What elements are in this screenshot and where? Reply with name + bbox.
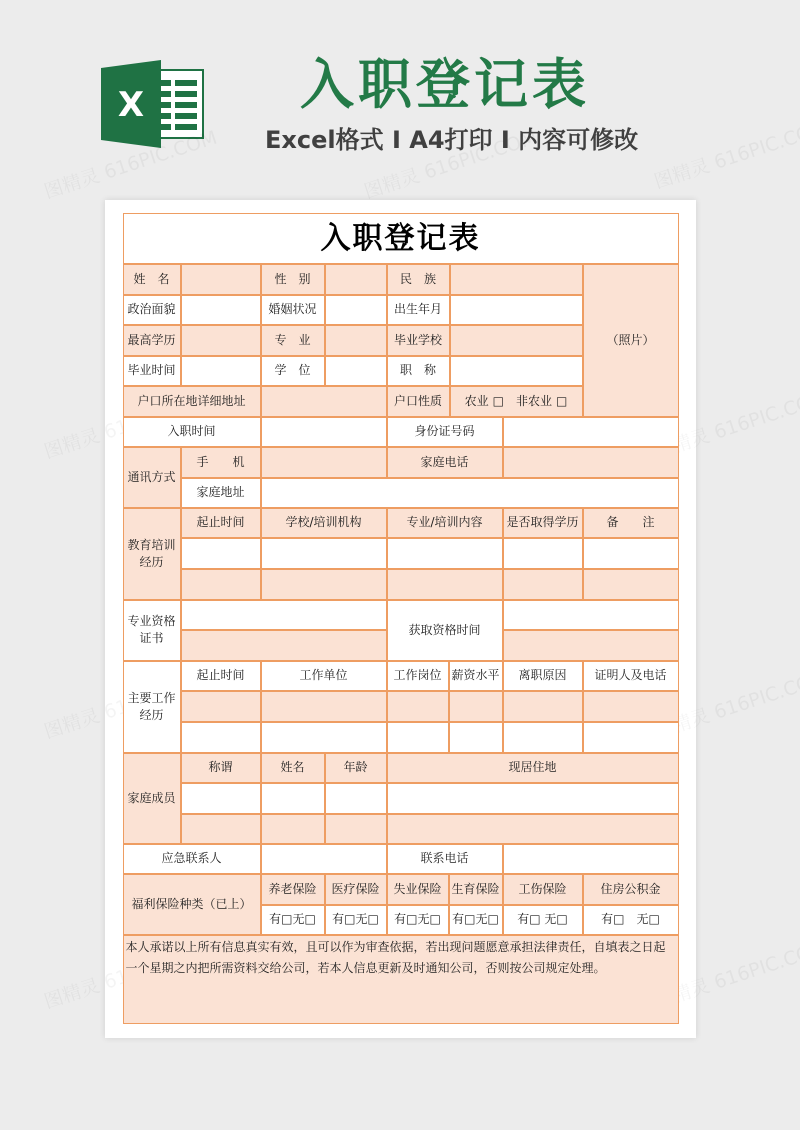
marital-field[interactable] <box>325 295 387 325</box>
family-cell[interactable] <box>387 783 679 814</box>
family-header: 姓名 <box>261 753 325 783</box>
work-cell[interactable] <box>583 722 679 753</box>
work-header: 工作岗位 <box>387 661 449 691</box>
work-cell[interactable] <box>261 691 387 722</box>
family-cell[interactable] <box>261 783 325 814</box>
home-phone-label: 家庭电话 <box>387 447 503 478</box>
work-cell[interactable] <box>583 691 679 722</box>
cert-time-field[interactable] <box>503 600 679 630</box>
family-cell[interactable] <box>261 814 325 844</box>
welfare-type: 医疗保险 <box>325 874 387 905</box>
mobile-label: 手 机 <box>181 447 261 478</box>
form-title: 入职登记表 <box>123 213 679 264</box>
politics-label: 政治面貌 <box>123 295 181 325</box>
hukou-addr-label: 户口所在地详细地址 <box>123 386 261 417</box>
declaration-text: 本人承诺以上所有信息真实有效，且可以作为审查依据，若出现问题愿意承担法律责任，自填表之日起一个星期之内把所需资料交给公司，若本人信息更新及时通知公司，否则按公司规定处理。 <box>123 935 679 1024</box>
nonfarm-checkbox[interactable]: □ <box>556 393 568 408</box>
grad-time-field[interactable] <box>181 356 261 386</box>
family-cell[interactable] <box>181 783 261 814</box>
welfare-yes-no[interactable]: 有□无□ <box>449 905 503 935</box>
welfare-yes-no[interactable]: 有□无□ <box>387 905 449 935</box>
work-cell[interactable] <box>449 691 503 722</box>
work-cell[interactable] <box>449 722 503 753</box>
hukou-type-label: 户口性质 <box>387 386 450 417</box>
school-field[interactable] <box>450 325 583 356</box>
contact-label: 通讯方式 <box>123 447 181 508</box>
grad-time-label: 毕业时间 <box>123 356 181 386</box>
entry-time-label: 入职时间 <box>123 417 261 447</box>
edu-cell[interactable] <box>583 569 679 600</box>
degree-label: 学 位 <box>261 356 325 386</box>
edu-cell[interactable] <box>583 538 679 569</box>
svg-text:X: X <box>117 85 145 125</box>
welfare-type: 工伤保险 <box>503 874 583 905</box>
photo-box[interactable]: （照片） <box>583 264 679 417</box>
job-title-field[interactable] <box>450 356 583 386</box>
edu-header: 是否取得学历 <box>503 508 583 538</box>
hukou-type-options <box>450 386 583 417</box>
page-subtitle: Excel格式 I A4打印 I 内容可修改 <box>265 126 639 154</box>
welfare-type: 失业保险 <box>387 874 449 905</box>
id-no-label: 身份证号码 <box>387 417 503 447</box>
farm-option: 农业 <box>464 393 489 408</box>
cert-time-field[interactable] <box>503 630 679 661</box>
cert-field[interactable] <box>181 630 387 661</box>
excel-icon <box>101 60 205 148</box>
family-cell[interactable] <box>181 814 261 844</box>
gender-field[interactable] <box>325 264 387 295</box>
welfare-yes-no[interactable]: 有□ 无□ <box>583 905 679 935</box>
edu-label: 教育培训经历 <box>123 508 181 600</box>
work-cell[interactable] <box>261 722 387 753</box>
work-header: 工作单位 <box>261 661 387 691</box>
birth-field[interactable] <box>450 295 583 325</box>
entry-time-field[interactable] <box>261 417 387 447</box>
work-header: 起止时间 <box>181 661 261 691</box>
work-cell[interactable] <box>387 691 449 722</box>
work-cell[interactable] <box>387 722 449 753</box>
work-label: 主要工作经历 <box>123 661 181 753</box>
watermark <box>650 113 800 194</box>
emergency-phone-label: 联系电话 <box>387 844 503 874</box>
edu-header: 备 注 <box>583 508 679 538</box>
home-phone-field[interactable] <box>503 447 679 478</box>
cert-label: 专业资格证书 <box>123 600 181 661</box>
ethnicity-label: 民 族 <box>387 264 450 295</box>
edu-cell[interactable] <box>261 569 387 600</box>
family-cell[interactable] <box>325 814 387 844</box>
edu-cell[interactable] <box>503 569 583 600</box>
family-cell[interactable] <box>325 783 387 814</box>
id-no-field[interactable] <box>503 417 679 447</box>
welfare-type: 住房公积金 <box>583 874 679 905</box>
edu-header: 专业/培训内容 <box>387 508 503 538</box>
work-cell[interactable] <box>503 691 583 722</box>
work-cell[interactable] <box>181 691 261 722</box>
hukou-addr-field[interactable] <box>261 386 387 417</box>
job-title-label: 职 称 <box>387 356 450 386</box>
emergency-label: 应急联系人 <box>123 844 261 874</box>
family-cell[interactable] <box>387 814 679 844</box>
gender-label: 性 别 <box>261 264 325 295</box>
edu-header: 起止时间 <box>181 508 261 538</box>
degree-field[interactable] <box>325 356 387 386</box>
family-header: 称谓 <box>181 753 261 783</box>
welfare-type: 生育保险 <box>449 874 503 905</box>
welfare-yes-no[interactable]: 有□无□ <box>261 905 325 935</box>
welfare-yes-no[interactable]: 有□无□ <box>325 905 387 935</box>
work-cell[interactable] <box>181 722 261 753</box>
family-header: 现居住地 <box>387 753 679 783</box>
education-label: 最高学历 <box>123 325 181 356</box>
mobile-field[interactable] <box>261 447 387 478</box>
home-addr-field[interactable] <box>261 478 679 508</box>
welfare-label: 福利保险种类（已上） <box>123 874 261 935</box>
edu-cell[interactable] <box>503 538 583 569</box>
welfare-type: 养老保险 <box>261 874 325 905</box>
edu-cell[interactable] <box>181 538 261 569</box>
school-label: 毕业学校 <box>387 325 450 356</box>
edu-header: 学校/培训机构 <box>261 508 387 538</box>
emergency-field[interactable] <box>261 844 387 874</box>
edu-cell[interactable] <box>387 538 503 569</box>
welfare-yes-no[interactable]: 有□ 无□ <box>503 905 583 935</box>
emergency-phone-field[interactable] <box>503 844 679 874</box>
work-header: 离职原因 <box>503 661 583 691</box>
nonfarm-option: 非农业 <box>516 393 553 408</box>
name-field[interactable] <box>181 264 261 295</box>
birth-label: 出生年月 <box>387 295 450 325</box>
edu-cell[interactable] <box>181 569 261 600</box>
name-label: 姓 名 <box>123 264 181 295</box>
edu-cell[interactable] <box>261 538 387 569</box>
work-header: 薪资水平 <box>449 661 503 691</box>
family-label: 家庭成员 <box>123 753 181 844</box>
work-header: 证明人及电话 <box>583 661 679 691</box>
home-addr-label: 家庭地址 <box>181 478 261 508</box>
cert-time-label: 获取资格时间 <box>387 600 503 661</box>
major-field[interactable] <box>325 325 387 356</box>
politics-field[interactable] <box>181 295 261 325</box>
work-cell[interactable] <box>503 722 583 753</box>
farm-checkbox[interactable]: □ <box>492 393 504 408</box>
major-label: 专 业 <box>261 325 325 356</box>
edu-cell[interactable] <box>387 569 503 600</box>
registration-form <box>123 213 679 1024</box>
ethnicity-field[interactable] <box>450 264 583 295</box>
page-title: 入职登记表 <box>300 53 590 116</box>
family-header: 年龄 <box>325 753 387 783</box>
education-field[interactable] <box>181 325 261 356</box>
marital-label: 婚姻状况 <box>261 295 325 325</box>
cert-field[interactable] <box>181 600 387 630</box>
